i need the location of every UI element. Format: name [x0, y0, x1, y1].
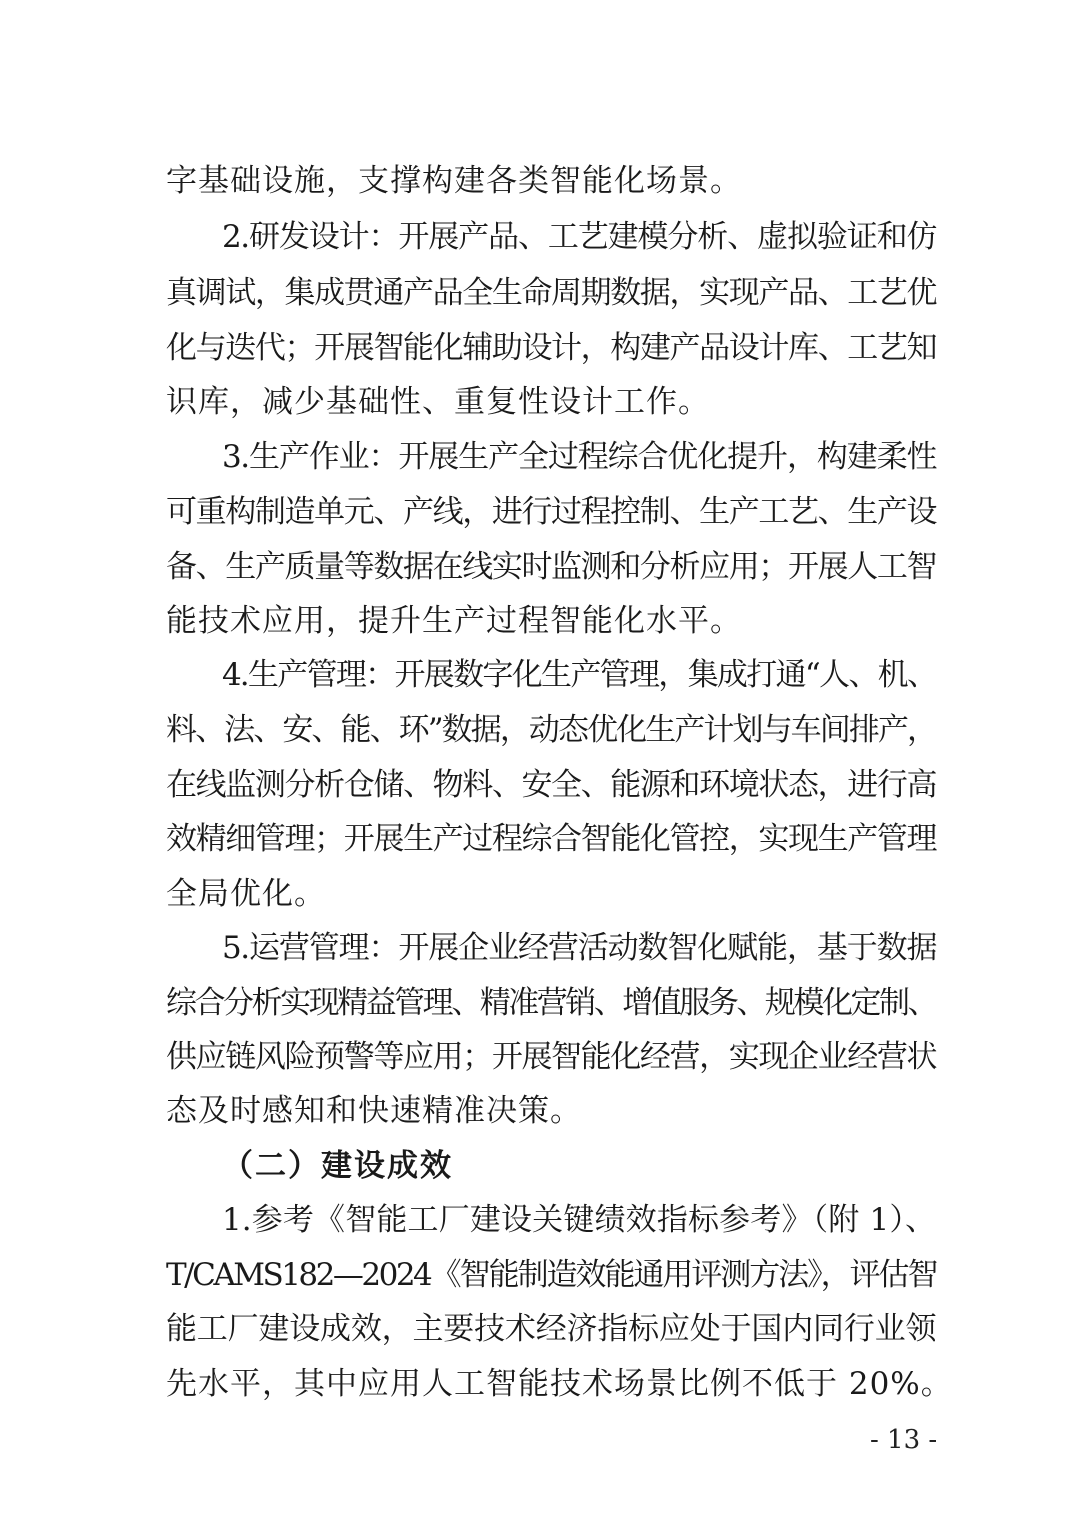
- text-line: 字基础设施，支撑构建各类智能化场景。: [166, 163, 742, 199]
- text-line: 综合分析实现精益管理、精准营销、增值服务、规模化定制、: [166, 985, 936, 1021]
- text-line: 真调试，集成贯通产品全生命周期数据，实现产品、工艺优: [166, 275, 936, 311]
- text-line: 备、生产质量等数据在线实时监测和分析应用；开展人工智: [166, 549, 936, 585]
- text-line: 在线监测分析仓储、物料、安全、能源和环境状态，进行高: [166, 767, 936, 803]
- text-line: 2.研发设计：开展产品、工艺建模分析、虚拟验证和仿: [222, 219, 936, 255]
- text-line: 识库，减少基础性、重复性设计工作。: [166, 384, 710, 420]
- text-line: 可重构制造单元、产线，进行过程控制、生产工艺、生产设: [166, 494, 936, 530]
- text-line: 效精细管理；开展生产过程综合智能化管控，实现生产管理: [166, 821, 936, 857]
- text-line: 态及时感知和快速精准决策。: [166, 1093, 582, 1129]
- text-line: 料、法、安、能、环”数据，动态优化生产计划与车间排产，: [166, 712, 936, 748]
- text-line: 化与迭代；开展智能化辅助设计，构建产品设计库、工艺知: [166, 330, 936, 366]
- text-line: 1.参考《智能工厂建设关键绩效指标参考》（附 1）、: [222, 1202, 936, 1238]
- text-line: 全局优化。: [166, 876, 326, 912]
- text-line: 能工厂建设成效，主要技术经济指标应处于国内同行业领: [166, 1311, 936, 1347]
- text-line: 先水平，其中应用人工智能技术场景比例不低于 20%。: [166, 1366, 953, 1402]
- text-line: 供应链风险预警等应用；开展智能化经营，实现企业经营状: [166, 1039, 936, 1075]
- section-heading: （二）建设成效: [222, 1148, 453, 1184]
- text-line: 4.生产管理：开展数字化生产管理，集成打通“人、机、: [222, 657, 936, 693]
- text-line: T/CAMS182—2024《智能制造效能通用评测方法》，评估智: [166, 1257, 936, 1293]
- text-line: 5.运营管理：开展企业经营活动数智化赋能，基于数据: [222, 930, 936, 966]
- text-line: 能技术应用，提升生产过程智能化水平。: [166, 603, 742, 639]
- text-line: 3.生产作业：开展生产全过程综合优化提升，构建柔性: [222, 439, 936, 475]
- page-number: - 13 -: [870, 1425, 938, 1455]
